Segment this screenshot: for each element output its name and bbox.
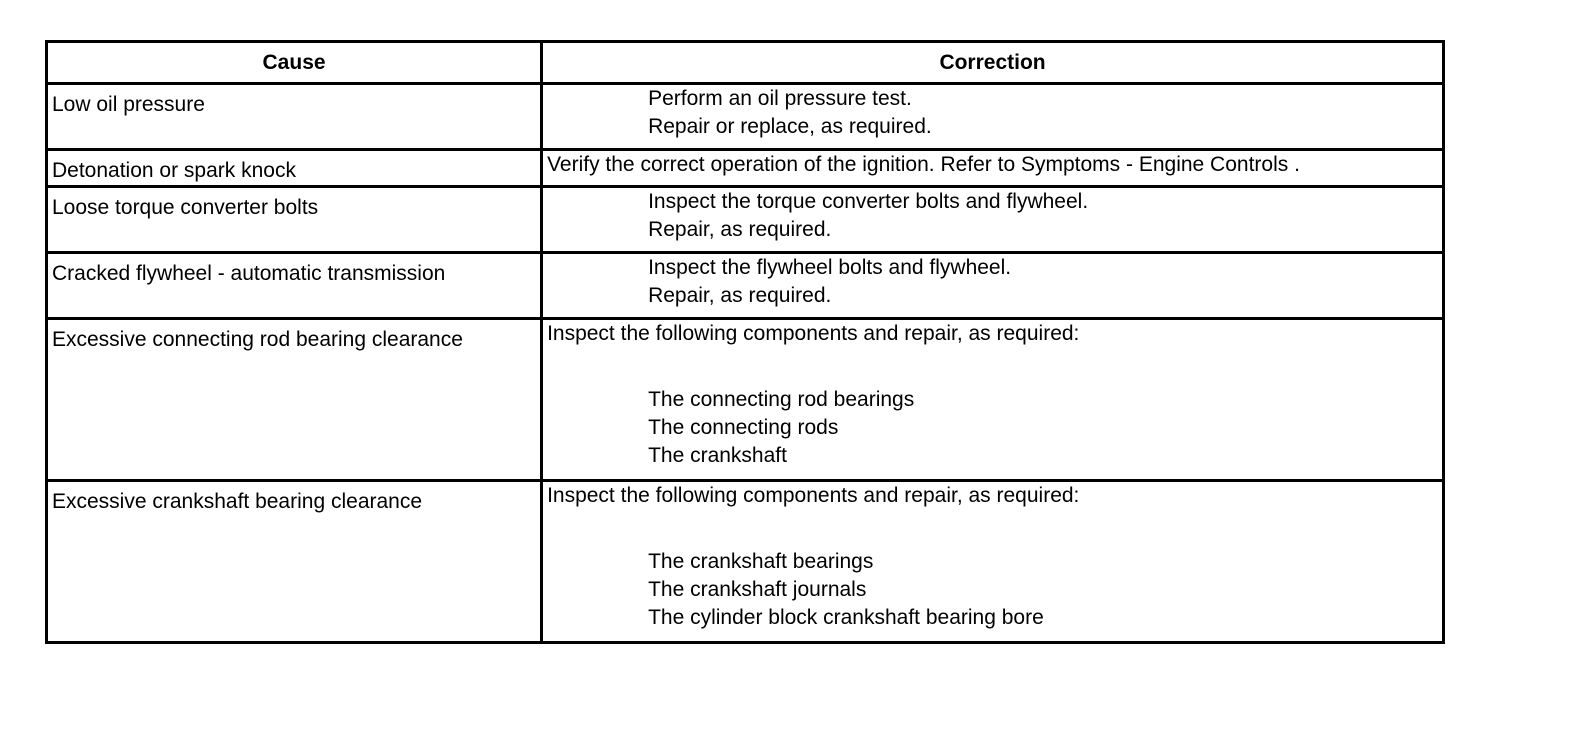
correction-lead-text: Verify the correct operation of the ignition. Refer to Symptoms - Engine Controls . (547, 153, 1300, 176)
correction-cell (542, 187, 1444, 253)
table-row (47, 253, 1444, 319)
correction-item: The connecting rod bearings (648, 388, 915, 411)
correction-item: The crankshaft bearings (648, 550, 874, 573)
correction-cell (542, 84, 1444, 150)
correction-column-header: Correction (542, 42, 1444, 84)
cause-cell (47, 319, 542, 481)
table-row (47, 319, 1444, 481)
cause-cell (47, 481, 542, 643)
cause-cell (47, 187, 542, 253)
cause-text: Cracked flywheel - automatic transmission (52, 262, 446, 285)
cause-cell (47, 84, 542, 150)
table-row (47, 150, 1444, 187)
cause-text: Low oil pressure (52, 93, 205, 116)
correction-cell (542, 253, 1444, 319)
cause-text: Excessive connecting rod bearing clearance (52, 328, 463, 351)
cause-text: Loose torque converter bolts (52, 196, 319, 219)
table-row (47, 84, 1444, 150)
correction-item: Repair or replace, as required. (648, 115, 932, 138)
cause-text: Detonation or spark knock (52, 159, 296, 182)
table-header-row (47, 42, 1444, 84)
correction-cell (542, 319, 1444, 481)
correction-item: The crankshaft journals (648, 578, 867, 601)
correction-cell (542, 481, 1444, 643)
correction-cell (542, 150, 1444, 187)
correction-item: The crankshaft (648, 444, 787, 467)
correction-item: The connecting rods (648, 416, 839, 439)
correction-item: Repair, as required. (648, 218, 832, 241)
correction-item: Inspect the flywheel bolts and flywheel. (648, 256, 1012, 279)
cause-text: Excessive crankshaft bearing clearance (52, 490, 423, 513)
correction-lead-text: Inspect the following components and repair, as required: (547, 322, 1080, 345)
cause-cell (47, 150, 542, 187)
table-row (47, 481, 1444, 643)
correction-item: Inspect the torque converter bolts and flywheel. (648, 190, 1089, 213)
correction-item: Perform an oil pressure test. (648, 87, 912, 110)
correction-item: The cylinder block crankshaft bearing bore (648, 606, 1044, 629)
correction-item: Repair, as required. (648, 284, 832, 307)
cause-cell (47, 253, 542, 319)
table-row (47, 187, 1444, 253)
correction-lead-text: Inspect the following components and repair, as required: (547, 484, 1080, 507)
diagnostic-table (45, 40, 1445, 644)
cause-column-header: Cause (47, 42, 542, 84)
